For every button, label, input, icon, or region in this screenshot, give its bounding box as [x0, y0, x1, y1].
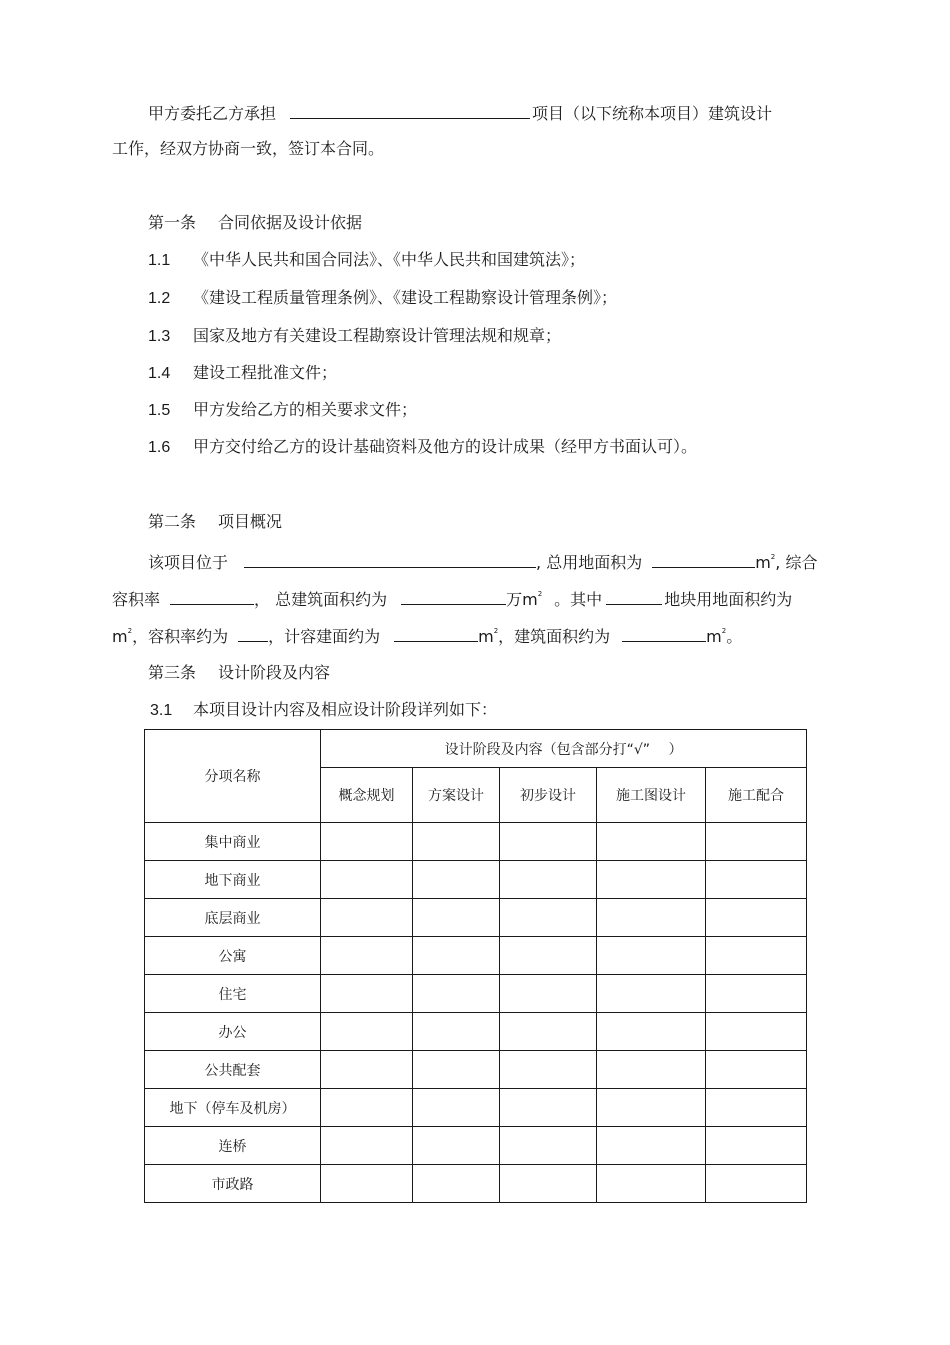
- row-label: 地下商业: [145, 861, 321, 899]
- overview-line-3: [112, 624, 742, 647]
- item-text: 《中华人民共和国合同法》、《中华人民共和国建筑法》；: [193, 250, 586, 269]
- overview-text: ， 总建筑面积约为: [254, 590, 388, 609]
- check-cell[interactable]: [413, 1127, 500, 1165]
- article-1-heading: [148, 213, 362, 233]
- building-area-blank[interactable]: [622, 624, 706, 642]
- counted-area-blank[interactable]: [394, 624, 478, 642]
- basis-item: [148, 437, 697, 458]
- design-scope-item: [150, 700, 497, 721]
- superscript: 2: [770, 553, 776, 561]
- unit-text: m: [112, 627, 128, 646]
- check-cell[interactable]: [321, 861, 413, 899]
- plot-id-blank[interactable]: [606, 587, 662, 605]
- project-name-blank[interactable]: [290, 101, 530, 119]
- stage-group-header: 设计阶段及内容（包含部分打“√” ）: [321, 730, 807, 768]
- check-cell[interactable]: [597, 1089, 706, 1127]
- check-cell[interactable]: [413, 937, 500, 975]
- stage-header: 施工图设计: [597, 768, 706, 823]
- table-row: [145, 1013, 807, 1051]
- intro-line-1: [148, 101, 772, 124]
- check-cell[interactable]: [321, 823, 413, 861]
- superscript: 2: [537, 590, 543, 598]
- check-cell[interactable]: [500, 861, 597, 899]
- stage-header: 概念规划: [321, 768, 413, 823]
- check-cell[interactable]: [321, 1051, 413, 1089]
- overview-text: 该项目位于: [148, 553, 229, 572]
- check-cell[interactable]: [706, 1127, 807, 1165]
- superscript: 2: [721, 627, 727, 635]
- check-cell[interactable]: [597, 937, 706, 975]
- check-cell[interactable]: [706, 1051, 807, 1089]
- basis-item: [148, 250, 585, 271]
- article-3-label: 第三条: [148, 663, 197, 682]
- intro-line-2: 工作，经双方协商一致，签订本合同。: [112, 139, 385, 158]
- check-cell[interactable]: [321, 1165, 413, 1203]
- check-cell[interactable]: [321, 1089, 413, 1127]
- check-cell[interactable]: [321, 937, 413, 975]
- row-label: 底层商业: [145, 899, 321, 937]
- table-row: [145, 1051, 807, 1089]
- table-row: [145, 1127, 807, 1165]
- location-blank[interactable]: [244, 550, 536, 568]
- row-label: 连桥: [145, 1127, 321, 1165]
- plot-ratio-sub-blank[interactable]: [238, 624, 268, 642]
- item-number: 1.3: [148, 328, 171, 345]
- item-text: 《建设工程质量管理条例》、《建设工程勘察设计管理条例》；: [193, 288, 618, 307]
- basis-item: [148, 363, 337, 384]
- check-cell[interactable]: [500, 823, 597, 861]
- item-number: 1.5: [148, 402, 171, 419]
- item-text: 国家及地方有关建设工程勘察设计管理法规和规章；: [193, 326, 562, 345]
- check-cell[interactable]: [706, 1165, 807, 1203]
- item-text: 甲方发给乙方的相关要求文件；: [193, 400, 418, 419]
- superscript: 2: [127, 627, 133, 635]
- check-cell[interactable]: [500, 937, 597, 975]
- overview-text: ，计容建面约为: [268, 627, 381, 646]
- check-cell[interactable]: [321, 975, 413, 1013]
- unit-text: m: [755, 553, 771, 572]
- row-label: 住宅: [145, 975, 321, 1013]
- row-label: 公寓: [145, 937, 321, 975]
- article-1-title: 合同依据及设计依据: [218, 213, 363, 232]
- check-cell[interactable]: [706, 1089, 807, 1127]
- overview-text: 。其中: [554, 590, 603, 609]
- check-cell[interactable]: [413, 899, 500, 937]
- check-cell[interactable]: [597, 823, 706, 861]
- check-cell[interactable]: [597, 1051, 706, 1089]
- overview-text: , 综合: [775, 553, 818, 572]
- table-row: [145, 861, 807, 899]
- check-cell[interactable]: [706, 975, 807, 1013]
- item-text: 甲方交付给乙方的设计基础资料及他方的设计成果（经甲方书面认可）。: [193, 437, 698, 456]
- row-label: 公共配套: [145, 1051, 321, 1089]
- overview-line-1: [148, 550, 817, 573]
- item-number: 1.4: [148, 365, 171, 382]
- table-row: [145, 937, 807, 975]
- superscript: 2: [493, 627, 499, 635]
- intro-text-b: 项目（以下统称本项目）建筑设计: [532, 104, 773, 123]
- check-cell[interactable]: [597, 1013, 706, 1051]
- article-3-title: 设计阶段及内容: [218, 663, 331, 682]
- table-header-row: [145, 730, 807, 768]
- check-cell[interactable]: [597, 899, 706, 937]
- check-cell[interactable]: [597, 861, 706, 899]
- overview-text: 。: [726, 627, 743, 646]
- table-row: [145, 1089, 807, 1127]
- row-label: 地下（停车及机房）: [145, 1089, 321, 1127]
- row-label: 办公: [145, 1013, 321, 1051]
- item-text: 建设工程批准文件；: [193, 363, 338, 382]
- item-number: 1.1: [148, 252, 171, 269]
- overview-text: 容积率: [112, 590, 161, 609]
- check-cell[interactable]: [597, 1165, 706, 1203]
- article-2-label: 第二条: [148, 512, 197, 531]
- intro-text-a: 甲方委托乙方承担: [148, 104, 277, 123]
- check-cell[interactable]: [413, 1089, 500, 1127]
- item-text: 本项目设计内容及相应设计阶段详列如下：: [193, 700, 498, 719]
- article-2-title: 项目概况: [218, 512, 283, 531]
- stage-header: 方案设计: [413, 768, 500, 823]
- check-cell[interactable]: [413, 823, 500, 861]
- article-1-label: 第一条: [148, 213, 197, 232]
- check-cell[interactable]: [706, 1013, 807, 1051]
- article-2-heading: [148, 512, 282, 532]
- overview-text: ，容积率约为: [132, 627, 229, 646]
- stage-header: 初步设计: [500, 768, 597, 823]
- check-cell[interactable]: [706, 899, 807, 937]
- check-cell[interactable]: [597, 975, 706, 1013]
- check-cell[interactable]: [413, 1013, 500, 1051]
- land-area-blank[interactable]: [652, 550, 755, 568]
- table-row: [145, 975, 807, 1013]
- check-cell[interactable]: [500, 975, 597, 1013]
- item-number: 1.2: [148, 290, 171, 307]
- check-cell[interactable]: [500, 1089, 597, 1127]
- item-number: 3.1: [150, 702, 173, 719]
- basis-item: [148, 400, 417, 421]
- check-cell[interactable]: [500, 899, 597, 937]
- check-cell[interactable]: [321, 1013, 413, 1051]
- check-cell[interactable]: [321, 1127, 413, 1165]
- stage-header: 施工配合: [706, 768, 807, 823]
- basis-item: [148, 326, 561, 347]
- table-row: [145, 899, 807, 937]
- row-label: 市政路: [145, 1165, 321, 1203]
- overview-text: ，建筑面积约为: [498, 627, 611, 646]
- overview-text: , 总用地面积为: [536, 553, 643, 572]
- check-cell[interactable]: [413, 1051, 500, 1089]
- table-row: [145, 823, 807, 861]
- check-cell[interactable]: [500, 1013, 597, 1051]
- check-cell[interactable]: [500, 1127, 597, 1165]
- check-cell[interactable]: [413, 975, 500, 1013]
- unit-text: m: [706, 627, 722, 646]
- article-3-heading: [148, 663, 330, 683]
- check-cell[interactable]: [413, 861, 500, 899]
- table-row: [145, 1165, 807, 1203]
- check-cell[interactable]: [500, 1165, 597, 1203]
- check-cell[interactable]: [413, 1165, 500, 1203]
- total-floor-area-blank[interactable]: [401, 587, 506, 605]
- unit-text: 万m: [506, 590, 538, 609]
- overview-line-2: [112, 587, 792, 610]
- row-label: 集中商业: [145, 823, 321, 861]
- design-stage-table: [144, 729, 807, 1203]
- check-cell[interactable]: [597, 1127, 706, 1165]
- plot-ratio-blank[interactable]: [170, 587, 254, 605]
- check-cell[interactable]: [706, 823, 807, 861]
- check-cell[interactable]: [321, 899, 413, 937]
- item-number: 1.6: [148, 439, 171, 456]
- basis-item: [148, 288, 617, 309]
- overview-text: 地块用地面积约为: [664, 590, 793, 609]
- check-cell[interactable]: [706, 937, 807, 975]
- unit-text: m: [478, 627, 494, 646]
- check-cell[interactable]: [706, 861, 807, 899]
- check-cell[interactable]: [500, 1051, 597, 1089]
- item-name-header: 分项名称: [145, 730, 321, 823]
